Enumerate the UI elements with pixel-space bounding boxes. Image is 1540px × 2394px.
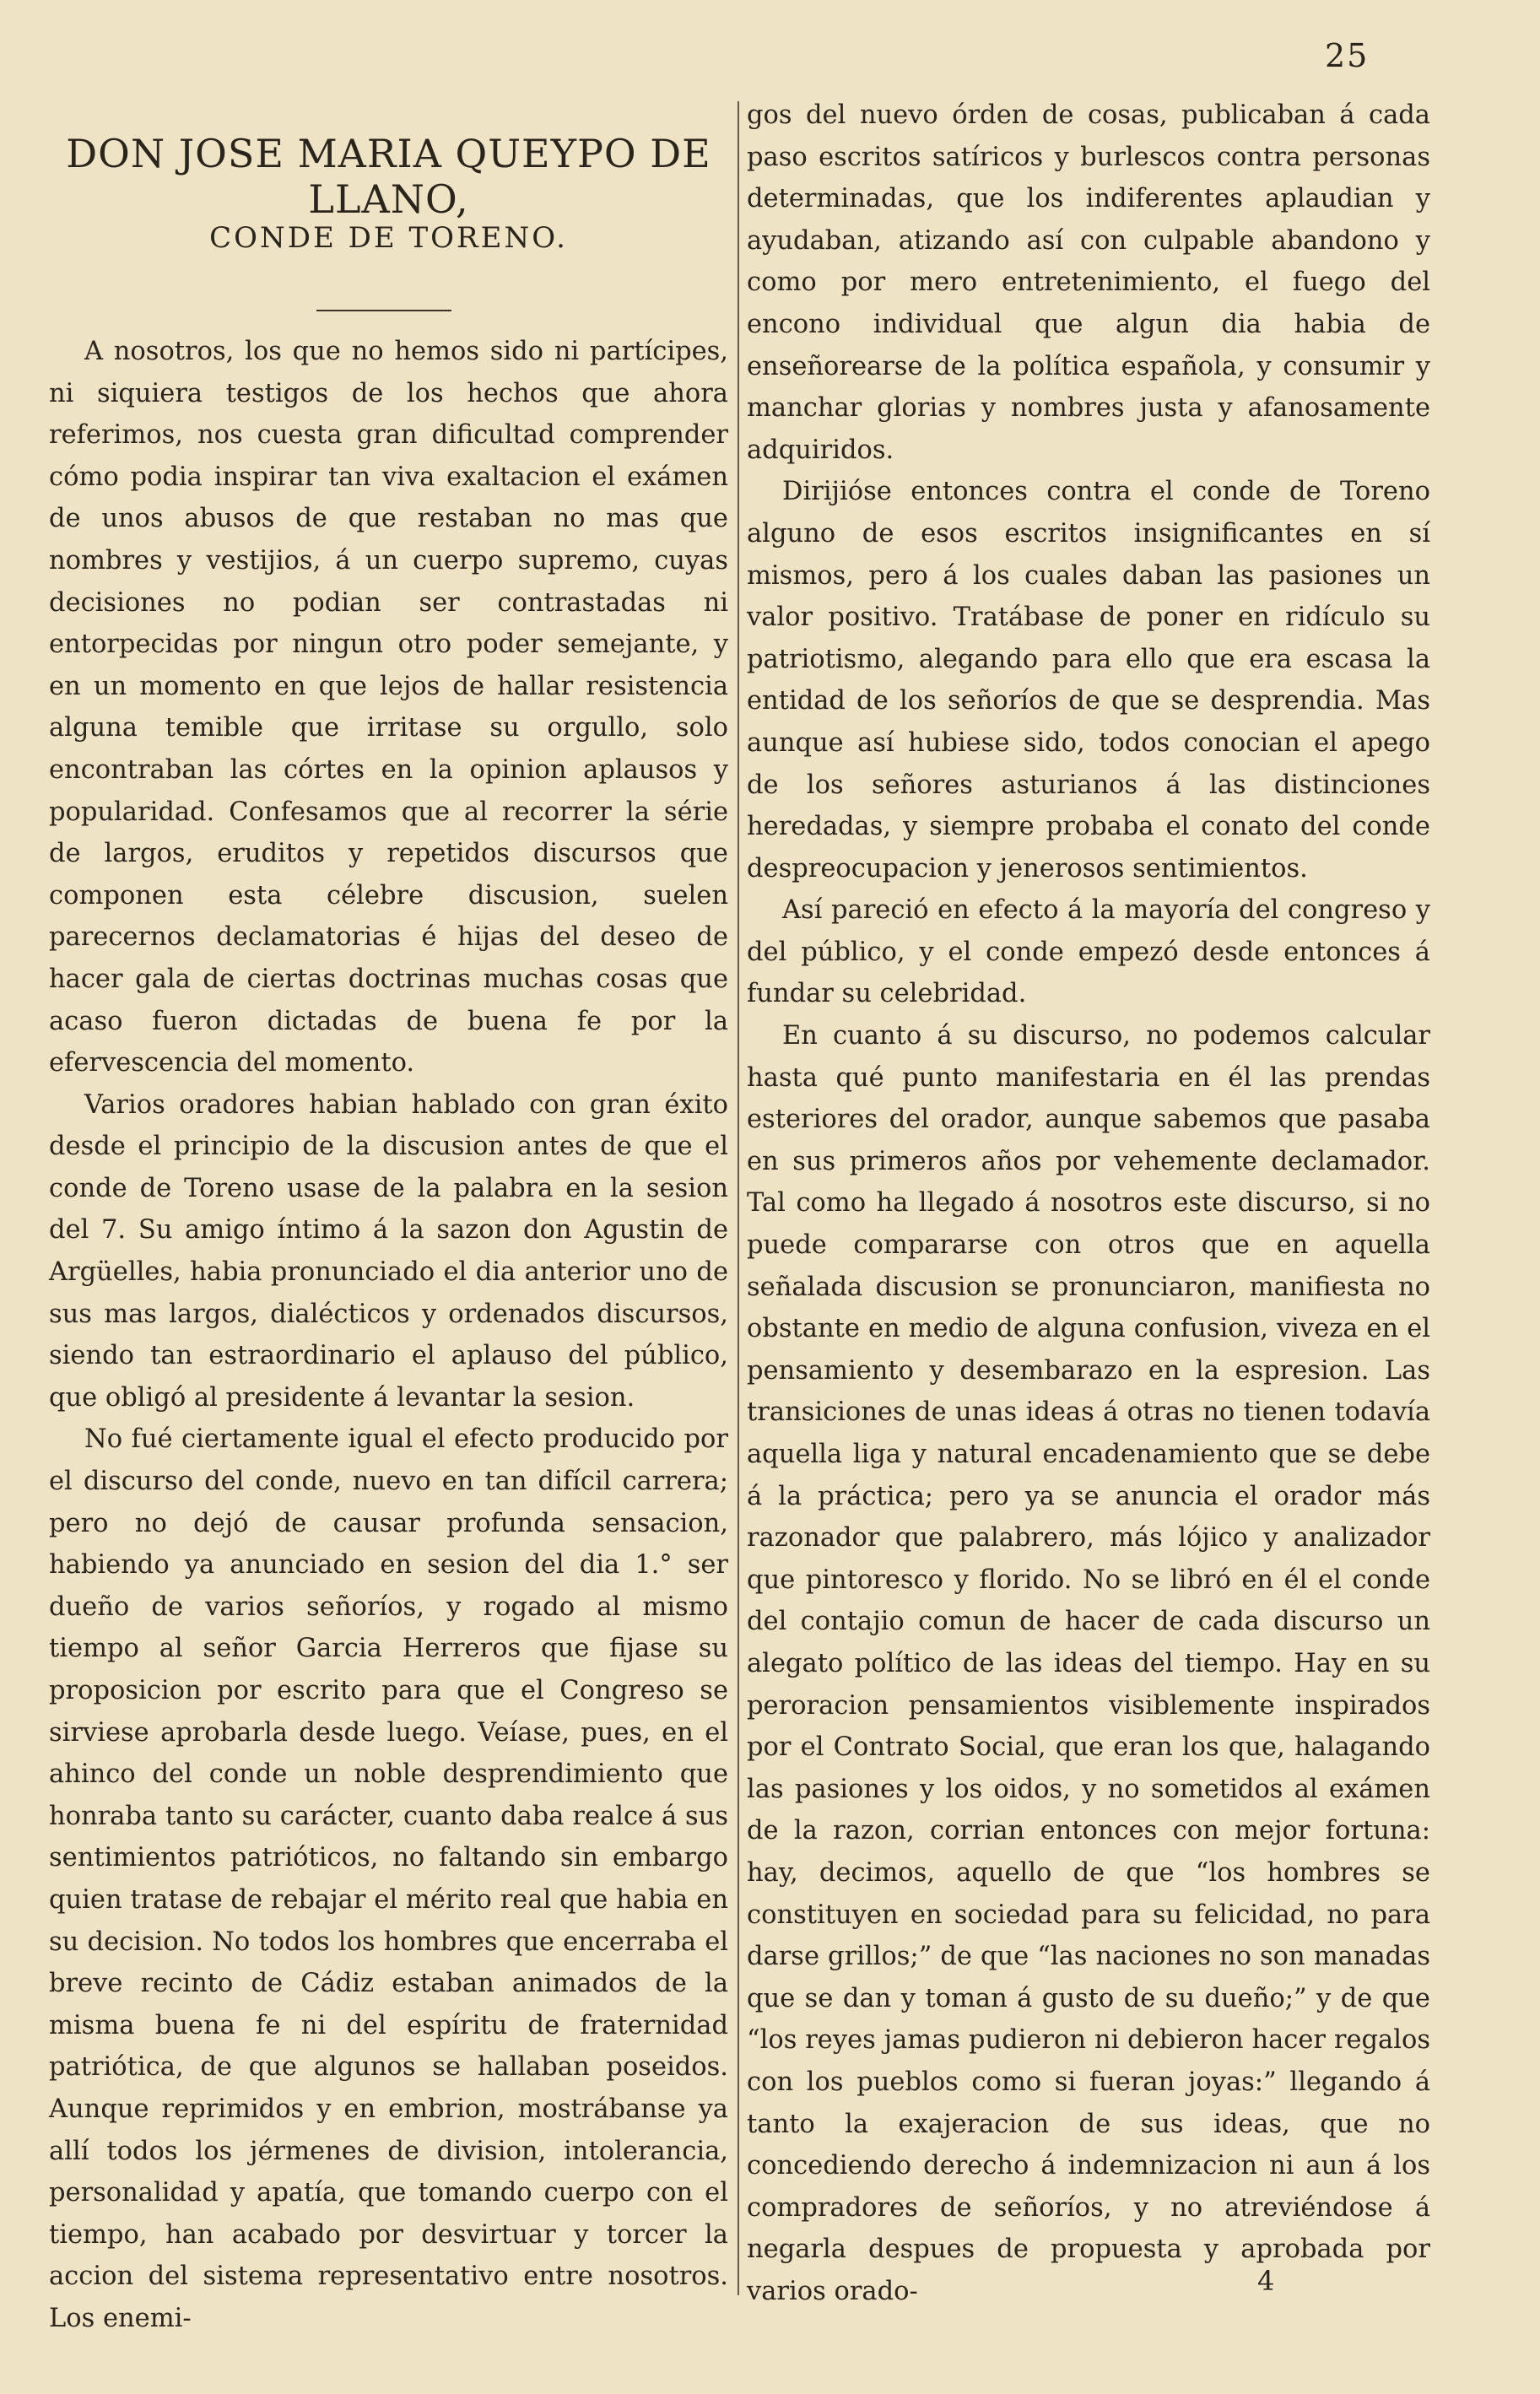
paragraph: En cuanto á su discurso, no podemos calcular hasta qué punto manifestaria en él las prendas esteriores del orador, aunque sabemos que pasaba en sus primeros años por vehemente declamador. Tal como ha llegado á nosotros este discurso, si no puede compararse con otros que en aquella señalada discusion se pronunciaron, manifiesta no obstante en medio de alguna confusion, viveza en el pensamiento y desembarazo en la espresion. Las transiciones de unas ideas á otras no tienen todavía aquella liga y natural encadenamiento que se debe á la práctica; pero ya se anuncia el orador más razonador que palabrero, más lójico y analizador que pintoresco y florido. No se libró en él el conde del contajio comun de hacer de cada discurso un alegato político de las ideas del tiempo. Hay en su peroracion pensamientos visiblemente inspirados por el Contrato Social, que eran los que, halagando las pasiones y los oidos, y no sometidos al exámen de la razon, corrian entonces con mejor fortuna: hay, decimos, aquello de que “los hombres se constituyen en sociedad para su felicidad, no para darse grillos;” de que “las naciones no son manadas que se dan y toman á gusto de su dueño;” y de que “los reyes jamas pudieron ni debieron hacer regalos con los pueblos como si fueran joyas:” llegando á tanto la exajeracion de sus ideas, que no concediendo derecho á indemnizacion ni aun á los compradores de señoríos, y no atreviéndose á negarla despues de propuesta y aprobada por varios orado- [747, 1021, 1430, 2306]
paragraph: No fué ciertamente igual el efecto producido por el discurso del conde, nuevo en tan difícil carrera; pero no dejó de causar profunda sensacion, habiendo ya anunciado en sesion del dia 1.° ser dueño de varios señoríos, y rogado al mismo tiempo al señor Garcia Herreros que fijase su proposicion por escrito para que el Congreso se sirviese aprobarla desde luego. Veíase, pues, en el ahinco del conde un noble desprendimiento que honraba tanto su carácter, cuanto daba realce á sus sentimientos patrióticos, no faltando sin embargo quien tratase de rebajar el mérito real que habia en su decision. No todos los hombres que encerraba el breve recinto de Cádiz estaban animados de la misma buena fe ni del espíritu de fraternidad patriótica, de que algunos se hallaban poseidos. Aunque reprimidos y en embrion, mostrábanse ya allí todos los jérmenes de division, intolerancia, personalidad y apatía, que tomando cuerpo con el tiempo, han acabado por desvirtuar y torcer la accion del sistema representativo entre nosotros. Los enemi- [49, 1424, 728, 2333]
column-divider [738, 101, 739, 2295]
right-column [747, 95, 1430, 2312]
paragraph: Dirijióse entonces contra el conde de Toreno alguno de esos escritos insignificantes en sí mismos, pero á los cuales daban las pasiones un valor positivo. Tratábase de poner en ridículo su patriotismo, alegando para ello que era escasa la entidad de los señoríos de que se desprendia. Mas aunque así hubiese sido, todos conocian el apego de los señores asturianos á las distinciones heredadas, y siempre probaba el conato del conde despreocupacion y jenerosos sentimientos. [747, 477, 1430, 884]
title-divider [316, 310, 451, 311]
page-number: 25 [1325, 37, 1370, 74]
paragraph: A nosotros, los que no hemos sido ni partícipes, ni siquiera testigos de los hechos que ahora referimos, nos cuesta gran dificultad comprender cómo podia inspirar tan viva exaltacion el exámen de unos abusos de que restaban no mas que nombres y vestijios, á un cuerpo supremo, cuyas decisiones no podian ser contrastadas ni entorpecidas por ningun otro poder semejante, y en un momento en que lejos de hallar resistencia alguna temible que irritase su orgullo, solo encontraban las córtes en la opinion aplausos y popularidad. Confesamos que al recorrer la série de largos, eruditos y repetidos discursos que componen esta célebre discusion, suelen parecernos declamatorias é hijas del deseo de hacer gala de ciertas doctrinas muchas cosas que acaso fueron dictadas de buena fe por la efervescencia del momento. [49, 337, 728, 1078]
paragraph: Varios oradores habian hablado con gran éxito desde el principio de la discusion antes de que el conde de Toreno usase de la palabra en la sesion del 7. Su amigo íntimo á la sazon don Agustin de Argüelles, habia pronunciado el dia anterior uno de sus mas largos, dialécticos y ordenados discursos, siendo tan estraordinario el aplauso del público, que obligó al presidente á levantar la sesion. [49, 1089, 728, 1413]
article-subtitle: CONDE DE TORENO. [209, 221, 568, 255]
paragraph: Así pareció en efecto á la mayoría del congreso y del público, y el conde empezó desde entonces á fundar su celebridad. [747, 895, 1430, 1009]
signature-mark: 4 [1257, 2265, 1275, 2297]
article-title: DON JOSE MARIA QUEYPO DE LLANO, [66, 131, 711, 222]
paragraph: gos del nuevo órden de cosas, publicaban á cada paso escritos satíricos y burlescos contra personas determinadas, que los indiferentes aplaudian y ayudaban, atizando así con culpable abandono y como por mero entretenimiento, el fuego del encono individual que algun dia habia de enseñorearse de la política española, y consumir y manchar glorias y nombres justa y afanosamente adquiridos. [747, 100, 1430, 465]
left-column [49, 331, 728, 2340]
